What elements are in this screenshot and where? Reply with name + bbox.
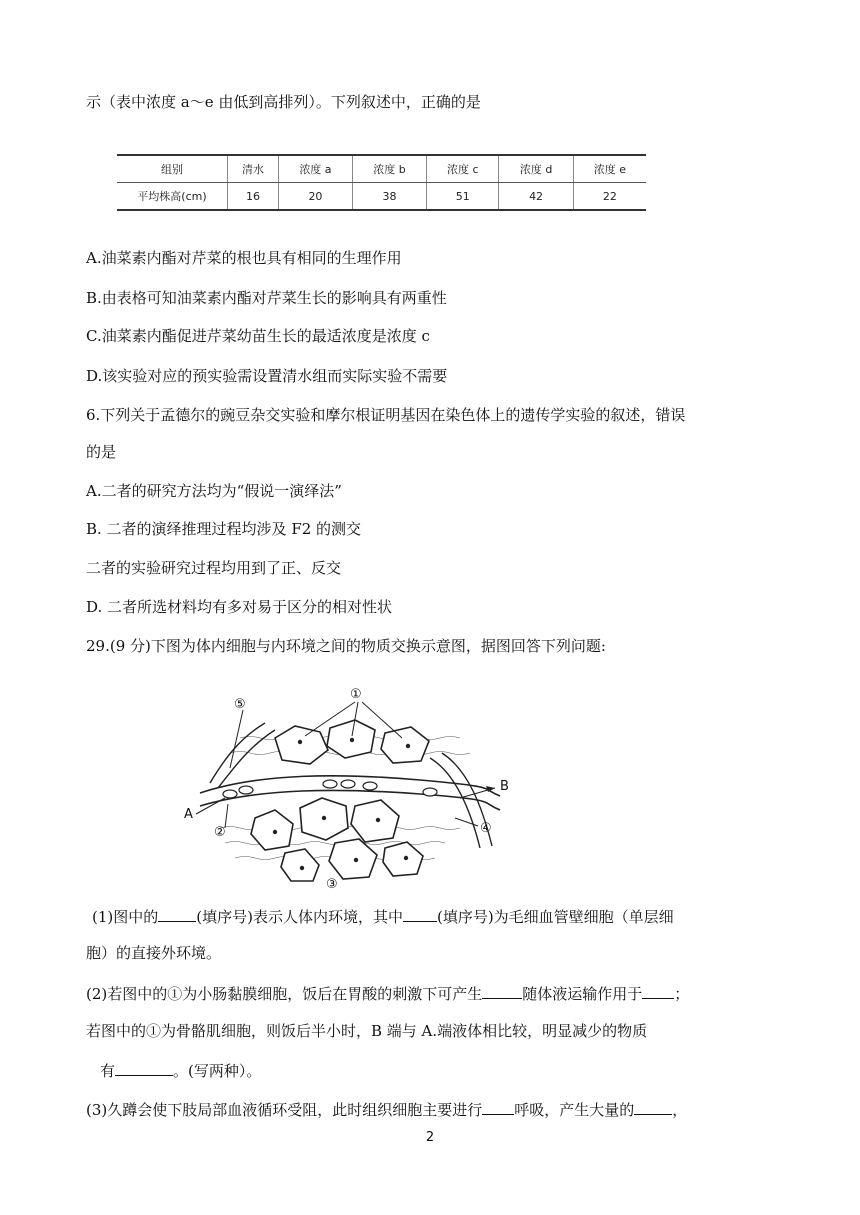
table-header-row <box>117 155 646 183</box>
answer-blank[interactable] <box>482 982 522 999</box>
q29-part2-text-e: 有 <box>100 1062 116 1080</box>
table-cell: 20 <box>279 183 353 211</box>
intro-line: 示（表中浓度 a～e 由低到高排列）。下列叙述中，正确的是 <box>86 93 481 111</box>
q29-part2-text-a: (2)若图中的①为小肠黏膜细胞，饭后在胃酸的刺激下可产生 <box>86 985 483 1003</box>
table-cell: 16 <box>228 183 279 211</box>
q29-part1-line1 <box>92 905 674 927</box>
q29-part1-text-a: (1)图中的 <box>92 908 159 926</box>
label-4: ④ <box>480 821 492 836</box>
answer-blank[interactable] <box>158 905 196 922</box>
q5-option-c: C.油菜素内酯促进芹菜幼苗生长的最适浓度是浓度 c <box>86 327 430 345</box>
q29-part1-text-b: (填序号)表示人体内环境，其中 <box>196 908 403 926</box>
table-cell: 38 <box>352 183 426 211</box>
table-cell: 22 <box>573 183 646 211</box>
label-b: B <box>500 779 509 794</box>
q29-part2-line2: 若图中的①为骨骼肌细胞，则饭后半小时，B 端与 A.端液体相比较，明显减少的物质 <box>86 1022 648 1040</box>
table-header-cell: 浓度 a <box>279 155 353 183</box>
label-a: A <box>184 807 193 822</box>
q29-part1-text-c: (填序号)为毛细血管壁细胞（单层细 <box>436 908 674 926</box>
label-3: ③ <box>326 877 338 892</box>
page-number: 2 <box>425 1130 435 1145</box>
q29-part2-text-f: 。(写两种）。 <box>173 1062 262 1080</box>
q29-part3-line1 <box>86 1098 687 1120</box>
q5-option-a: A.油菜素内酯对芹菜的根也具有相同的生理作用 <box>86 249 402 267</box>
q29-part2-line1 <box>86 982 689 1004</box>
q29-part3-text-b: 呼吸，产生大量的 <box>514 1101 635 1119</box>
q6-option-d: D. 二者所选材料均有多对易于区分的相对性状 <box>86 598 393 616</box>
table-header-cell: 浓度 c <box>427 155 499 183</box>
q29-part1-line2: 胞）的直接外环境。 <box>86 944 222 962</box>
q6-stem-line2: 的是 <box>86 443 117 461</box>
q29-part2-text-b: 随体液运输作用于 <box>522 985 643 1003</box>
q29-part3-text-a: (3)久蹲会使下肢局部血液循环受阻，此时组织细胞主要进行 <box>86 1101 483 1119</box>
q6-option-c: 二者的实验研究过程均用到了正、反交 <box>86 559 342 577</box>
q29-stem: 29.(9 分)下图为体内细胞与内环境之间的物质交换示意图，据图回答下列问题: <box>86 637 606 655</box>
table-header-cell: 浓度 d <box>499 155 573 183</box>
q5-option-b: B.由表格可知油菜素内酯对芹菜生长的影响具有两重性 <box>86 289 447 307</box>
q29-part2-text-c: ； <box>674 985 690 1003</box>
q29-part3-text-c: ， <box>672 1101 688 1119</box>
q6-option-a: A.二者的研究方法均为“假说一演绎法” <box>86 482 342 500</box>
q5-option-d: D.该实验对应的预实验需设置清水组而实际实验不需要 <box>86 367 448 385</box>
q6-stem-line1: 6.下列关于孟德尔的豌豆杂交实验和摩尔根证明基因在染色体上的遗传学实验的叙述，错误 <box>86 406 686 424</box>
table-cell: 51 <box>427 183 499 211</box>
answer-blank[interactable] <box>115 1059 173 1076</box>
table-row-label: 平均株高(cm) <box>117 183 228 211</box>
table-row <box>117 183 646 211</box>
label-1: ① <box>350 687 362 702</box>
q29-part2-line3 <box>100 1059 261 1081</box>
label-5: ⑤ <box>234 697 246 712</box>
table-header-cell: 浓度 e <box>573 155 646 183</box>
answer-blank[interactable] <box>642 982 674 999</box>
tissue-exchange-diagram <box>180 678 520 892</box>
table-cell: 42 <box>499 183 573 211</box>
answer-blank[interactable] <box>403 905 437 922</box>
label-2: ② <box>214 825 226 840</box>
answer-blank[interactable] <box>482 1098 514 1115</box>
table-header-cell: 清水 <box>228 155 279 183</box>
q6-option-b: B. 二者的演绎推理过程均涉及 F2 的测交 <box>86 520 362 538</box>
table-header-cell: 浓度 b <box>352 155 426 183</box>
answer-blank[interactable] <box>634 1098 672 1115</box>
table-header-cell: 组别 <box>117 155 228 183</box>
data-table <box>117 154 646 211</box>
